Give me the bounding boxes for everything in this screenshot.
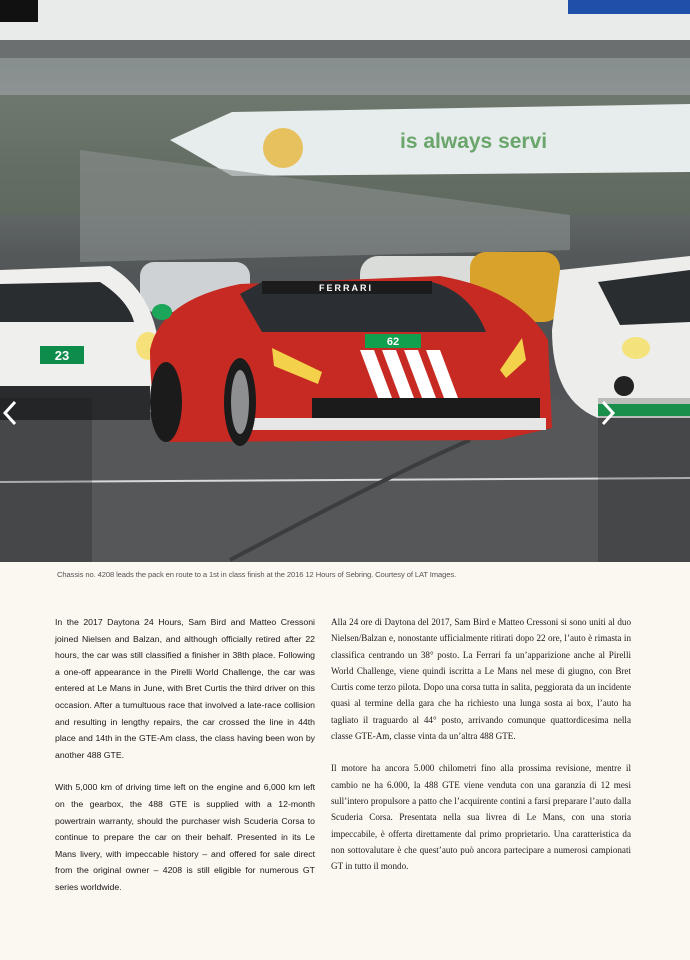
previous-image-button[interactable]: [0, 398, 92, 562]
english-paragraph: In the 2017 Daytona 24 Hours, Sam Bird and Matteo Cressoni joined Nielsen and Balzan, and although officially retired after 22 hours, the car was still classified a finisher in 38th place. Following a one-off appearance in the Pirelli World Challenge, the car was entered at Le Mans in June, with Bret Curtis the third driver on this occasion. After a tumultuous race that involved a late-race collision and resulting in lengthy repairs, the car crossed the line in 44th place and 14th in the GTE-Am class, the class having been won by another 488 GTE.: [55, 617, 315, 760]
photo-caption: Chassis no. 4208 leads the pack en route to a 1st in class finish at the 2016 12 Hours of Sebring. Courtesy of LAT Images.: [57, 570, 457, 579]
english-column: [55, 614, 315, 912]
banner-text: is always servi: [400, 130, 548, 153]
windshield-brand: FERRARI: [319, 283, 373, 293]
chevron-left-icon: [0, 398, 20, 428]
chevron-right-icon: [598, 398, 618, 428]
next-image-button[interactable]: [598, 398, 690, 562]
car-number-62: 62: [386, 336, 400, 348]
italian-paragraph: Alla 24 ore di Daytona del 2017, Sam Bird e Matteo Cressoni si sono uniti al duo Nielsen/Balzan e, nonostante ufficialmente ritirati dopo 22 ore, l’auto è rimasta in classifica centrando un 38° posto. La Ferrari fa un’apparizione anche al Pirelli World Challenge, viene quindi iscritta a Le Mans nel mese di giugno, con Bret Curtis come terzo pilota. Dopo una corsa tutta in salita, peggiorata da un incidente quasi al termine della gara che ha richiesto una lunga sosta ai box, l’auto ha tagliato il traguardo al 44° posto, arrivando comunque quattordicesima nella classe GTE-Am, classe vinta da un’altra 488 GTE.: [331, 617, 631, 742]
italian-column: [331, 614, 631, 890]
car-number-23: 23: [54, 348, 70, 363]
english-paragraph: With 5,000 km of driving time left on the engine and 6,000 km left on the gearbox, the 488 GTE is supplied with a 12-month powertrain warranty, should the purchaser wish Scuderia Corsa to continue to prepare the car on their behalf. Presented in its Le Mans livery, with impeccable history – and offered for sale direct from the original owner – 4208 is still eligible for numerous GT series worldwide.: [55, 782, 315, 892]
italian-paragraph: Il motore ha ancora 5.000 chilometri fino alla prossima revisione, mentre il cambio ne ha 6.000, la 488 GTE viene venduta con una garanzia di 12 mesi sull’intero propulsore a patto che l’acquirente contini a farsi preparare l’auto dalla Scuderia Corsa. Presentata nella sua livrea di Le Mans, con una storia impeccabile, è offerta direttamente dal primo proprietario. Una caratteristica da non sottovalutare è che quest’auto può ancora partecipare a numerosi campionati GT in tutto il mondo.: [331, 763, 631, 872]
